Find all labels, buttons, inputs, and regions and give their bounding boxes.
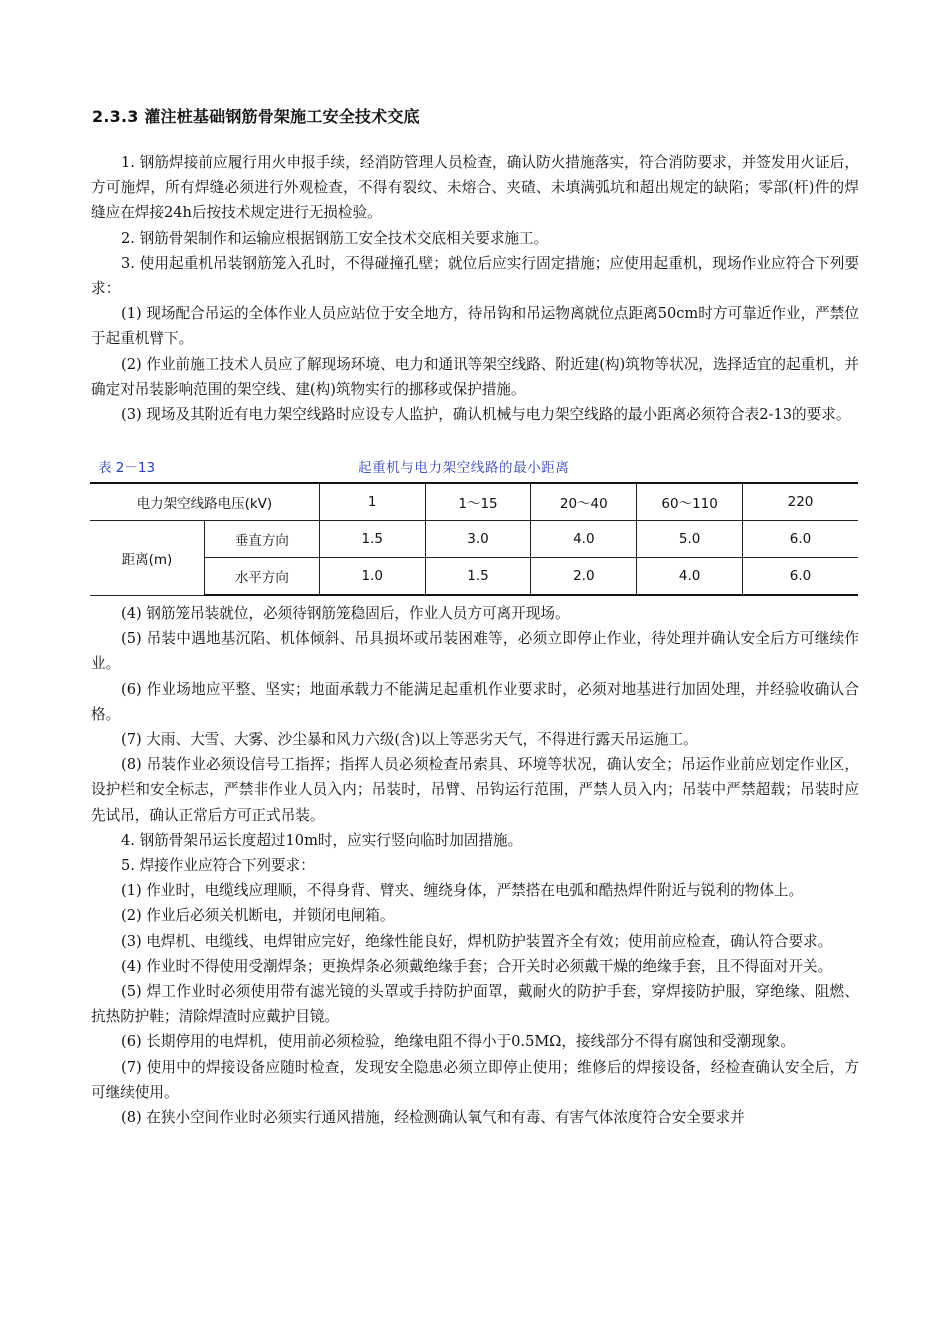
table-row — [90, 558, 858, 596]
paragraph: 2. 钢筋骨架制作和运输应根据钢筋工安全技术交底相关要求施工。 — [121, 229, 549, 247]
paragraph: 4. 钢筋骨架吊运长度超过10m时，应实行竖向临时加固措施。 — [121, 831, 523, 849]
paragraph: 5. 焊接作业应符合下列要求： — [121, 857, 315, 875]
paragraph: (5) 吊装中遇地基沉陷、机体倾斜、吊具损坏或吊装困难等，必须立即停止作业，待处理并确认安全后方可继续作业。 — [91, 630, 859, 673]
paragraph: (7) 使用中的焊接设备应随时检查，发现安全隐患必须立即停止使用；维修后的焊接设备，经检查确认安全后，方可继续使用。 — [91, 1058, 859, 1101]
paragraph: (6) 作业场地应平整、坚实；地面承载力不能满足起重机作业要求时，必须对地基进行加固处理，并经验收确认合格。 — [91, 680, 859, 723]
table-cell: 3.0 — [425, 521, 531, 558]
table-cell: 1.5 — [425, 558, 531, 596]
paragraph: (4) 作业时不得使用受潮焊条；更换焊条必须戴绝缘手套；合开关时必须戴干燥的绝缘手套，且不得面对开关。 — [121, 957, 833, 975]
voltage-cell: 1～15 — [425, 483, 531, 521]
voltage-cell: 20～40 — [531, 483, 637, 521]
paragraph: (2) 作业后必须关机断电，并锁闭电闸箱。 — [121, 907, 395, 925]
paragraphs-before-table — [91, 150, 859, 427]
table-cell: 1.5 — [319, 521, 425, 558]
paragraph: (1) 作业时，电缆线应理顺，不得身背、臂夹、缠绕身体，严禁搭在电弧和酷热焊件附近与锐利的物体上。 — [121, 882, 804, 900]
paragraph: (8) 在狭小空间作业时必须实行通风措施，经检测确认氧气和有毒、有害气体浓度符合安全要求并 — [121, 1109, 745, 1127]
paragraph: (4) 钢筋笼吊装就位，必须待钢筋笼稳固后，作业人员方可离开现场。 — [121, 605, 570, 622]
table-number: 表 2－13 — [98, 460, 156, 476]
paragraph: (7) 大雨、大雪、大雾、沙尘暴和风力六级(含)以上等恶劣天气，不得进行露天吊运施工。 — [121, 731, 698, 749]
table-cell: 6.0 — [743, 521, 858, 558]
paragraph: (2) 作业前施工技术人员应了解现场环境、电力和通讯等架空线路、附近建(构)筑物等状况，选择适宜的起重机，并确定对吊装影响范围的架空线、建(构)筑物实行的挪移或保护措施。 — [91, 355, 859, 398]
distance-header: 距离(m) — [90, 521, 204, 596]
table-row — [90, 483, 858, 521]
voltage-cell: 220 — [743, 483, 858, 521]
table-title: 起重机与电力架空线路的最小距离 — [358, 460, 570, 476]
table-row — [90, 521, 858, 558]
paragraphs-after-table — [91, 601, 859, 1130]
table-cell: 4.0 — [637, 558, 743, 596]
section-heading: 2.3.3 灌注桩基础钢筋骨架施工安全技术交底 — [92, 107, 420, 126]
paragraph: 3. 使用起重机吊装钢筋笼入孔时，不得碰撞孔壁；就位后应实行固定措施；应使用起重机，现场作业应符合下列要求： — [91, 254, 859, 298]
paragraph: (6) 长期停用的电焊机，使用前必须检验，绝缘电阻不得小于0.5MΩ，接线部分不得有腐蚀和受潮现象。 — [121, 1033, 795, 1051]
direction-label: 垂直方向 — [204, 521, 319, 558]
paragraph: (3) 现场及其附近有电力架空线路时应设专人监护，确认机械与电力架空线路的最小距离必须符合表2-13的要求。 — [121, 406, 851, 424]
paragraph: 1. 钢筋焊接前应履行用火申报手续，经消防管理人员检查，确认防火措施落实，符合消防要求，并签发用火证后，方可施焊，所有焊缝必须进行外观检查，不得有裂纹、未熔合、夹碴、未填满弧坑和超出规定的缺陷；零部(杆)件的焊缝应在焊接24h后按技术规定进行无损检验。 — [91, 154, 859, 222]
min-distance-table — [90, 482, 858, 596]
paragraph: (1) 现场配合吊运的全体作业人员应站位于安全地方，待吊钩和吊运物离就位点距离50cm时方可靠近作业，严禁位于起重机臂下。 — [91, 305, 859, 348]
table-cell: 6.0 — [743, 558, 858, 596]
paragraph: (5) 焊工作业时必须使用带有滤光镜的头罩或手持防护面罩，戴耐火的防护手套，穿焊接防护服，穿绝缘、阻燃、抗热防护鞋；清除焊渣时应戴护目镜。 — [91, 983, 859, 1026]
voltage-header: 电力架空线路电压(kV) — [90, 483, 319, 521]
paragraph: (3) 电焊机、电缆线、电焊钳应完好，绝缘性能良好，焊机防护装置齐全有效；使用前应检查，确认符合要求。 — [121, 932, 833, 950]
table-cell: 5.0 — [637, 521, 743, 558]
voltage-cell: 1 — [319, 483, 425, 521]
direction-label: 水平方向 — [204, 558, 319, 596]
table-cell: 1.0 — [319, 558, 425, 596]
table-cell: 4.0 — [531, 521, 637, 558]
voltage-cell: 60～110 — [637, 483, 743, 521]
table-caption — [92, 456, 858, 476]
paragraph: (8) 吊装作业必须设信号工指挥；指挥人员必须检查吊索具、环境等状况，确认安全；吊运作业前应划定作业区，设护栏和安全标志，严禁非作业人员入内；吊装时，吊臂、吊钩运行范围，严禁人员入内；吊装中严禁超载；吊装时应先试吊，确认正常后方可正式吊装。 — [91, 756, 859, 824]
table-cell: 2.0 — [531, 558, 637, 596]
